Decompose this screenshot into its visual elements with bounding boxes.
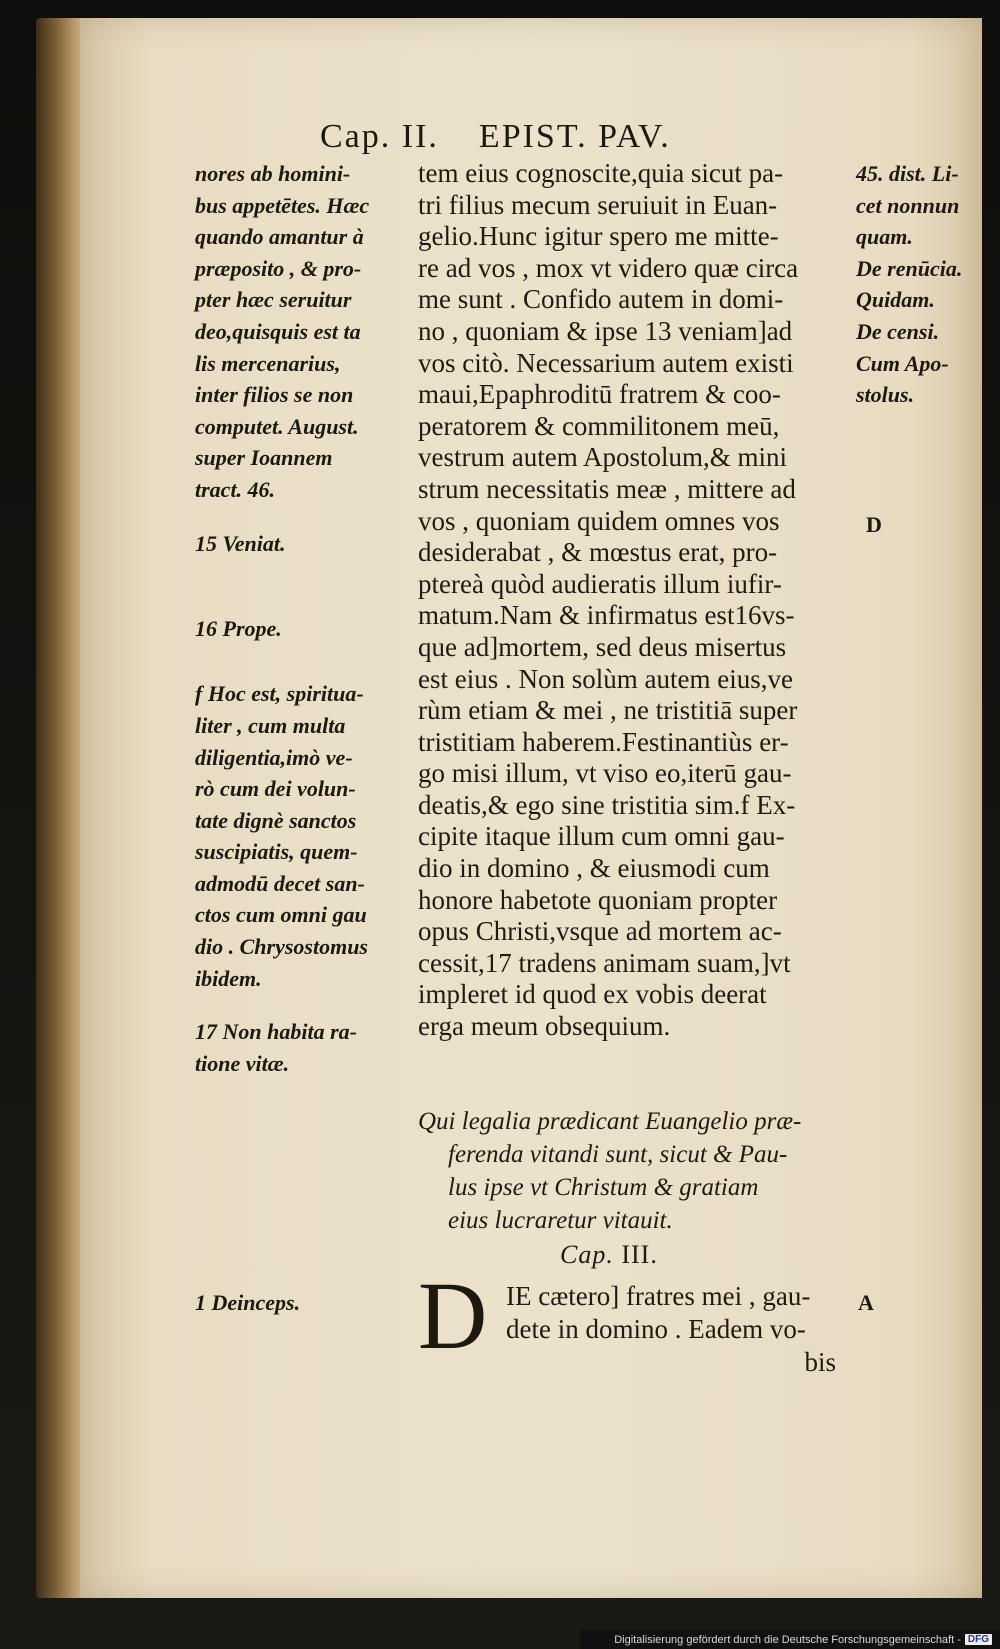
margin-note-line: lis mercenarius, (195, 350, 341, 376)
margin-note-line: præposito , & pro- (195, 255, 362, 281)
summary-line: lus ipse vt Christum & gratiam (448, 1174, 759, 1201)
text-line: gelio.Hunc igitur spero me mitte- (418, 221, 779, 252)
text-line: cessit,17 tradens animam suam,]vt (418, 947, 791, 978)
margin-note-17-cont: tione vitæ. (195, 1050, 290, 1076)
margin-note-line: rò cum dei volun- (195, 776, 356, 802)
margin-note-line: inter filios se non (195, 382, 354, 408)
text-line: rùm etiam & mei , ne tristitiā super (418, 695, 798, 726)
right-note-line: stolus. (856, 382, 915, 408)
book-edge (36, 18, 84, 1598)
margin-note-line: pter hæc seruitur (195, 287, 352, 313)
margin-note-line: f Hoc est, spiritua- (195, 681, 364, 707)
summary-line: eius lucraretur vitauit. (448, 1207, 673, 1234)
text-line: matum.Nam & infirmatus est16vs- (418, 600, 795, 631)
right-note-line: Quidam. (856, 287, 935, 313)
text-line: strum necessitatis meæ , mittere ad (418, 473, 796, 504)
text-line: tri filius mecum seruiuit in Euan- (418, 189, 778, 220)
margin-note-line: tate dignè sanctos (195, 807, 357, 833)
text-line: tristitiam haberem.Festinantiùs er- (418, 726, 789, 757)
text-line: opus Christi,vsque ad mortem ac- (418, 916, 782, 947)
text-line: tem eius cognoscite,quia sicut pa- (418, 158, 784, 188)
chapter-number: III. (621, 1240, 658, 1269)
text-line: no , quoniam & ipse 13 veniam]ad (418, 315, 793, 346)
text-line: est eius . Non solùm autem eius,ve (418, 663, 793, 694)
margin-note-line: super Ioannem (195, 445, 333, 471)
chapter-heading (560, 1240, 658, 1270)
right-note-line: De renūcia. (856, 255, 963, 281)
text-line: me sunt . Confido autem in domi- (418, 284, 784, 315)
text-line: IE cætero] fratres mei , gau- (506, 1281, 811, 1311)
chapter-label: Cap. (560, 1240, 614, 1269)
running-head (320, 118, 880, 156)
text-line: que ad]mortem, sed deus misertus (418, 631, 787, 662)
margin-note-line: quando amantur à (195, 224, 364, 250)
section-letter-d: D (866, 512, 882, 537)
margin-note-line: tract. 46. (195, 476, 276, 502)
margin-note-line: diligentia,imò ve- (195, 744, 353, 770)
text-line: erga meum obsequium. (418, 1011, 671, 1042)
chapter-summary (418, 1105, 848, 1237)
main-text-column (418, 158, 848, 1043)
drop-cap: D (418, 1262, 488, 1369)
text-line: go misi illum, vt viso eo,iterū gau- (418, 758, 792, 789)
right-marginal-notes (856, 158, 986, 411)
margin-note-line: bus appetētes. Hæc (195, 192, 370, 218)
margin-note-16: 16 Prope. (195, 615, 282, 641)
text-line: vos , quoniam quidem omnes vos (418, 505, 780, 536)
margin-note-line: liter , cum multa (195, 712, 346, 738)
text-line: vestrum autem Apostolum,& mini (418, 442, 787, 473)
text-line: impleret id quod ex vobis deerat (418, 979, 767, 1010)
margin-note-line: deo,quisquis est ta (195, 318, 361, 344)
dfg-logo: DFG (965, 1634, 992, 1645)
text-line: dio in domino , & eiusmodi cum (418, 853, 770, 884)
text-line: honore habetote quoniam propter (418, 884, 778, 915)
digitization-credit (580, 1630, 1000, 1649)
text-line: desiderabat , & mœstus erat, pro- (418, 537, 778, 568)
left-marginal-notes (195, 158, 415, 1079)
right-note-line: 45. dist. Li- (856, 161, 959, 186)
chapter3-text (506, 1280, 856, 1379)
margin-note-line: nores ab homini- (195, 161, 351, 186)
summary-line: Qui legalia prædicant Euangelio præ- (418, 1108, 802, 1135)
margin-note-line: ibidem. (195, 965, 262, 991)
text-line: deatis,& ego sine tristitia sim.f Ex- (418, 789, 796, 820)
margin-note-line: computet. August. (195, 413, 359, 439)
text-line: maui,Epaphroditū fratrem & coo- (418, 379, 781, 410)
right-note-line: Cum Apo- (856, 350, 949, 376)
right-note-line: De censi. (856, 318, 940, 344)
section-letter-a: A (858, 1290, 874, 1315)
text-line: dete in domino . Eadem vo- (506, 1314, 806, 1344)
margin-note-line: admodū decet san- (195, 870, 365, 896)
margin-note-17: 17 Non habita ra- (195, 1019, 357, 1045)
margin-note-15: 15 Veniat. (195, 530, 286, 556)
text-line: ptereà quòd audieratis illum iufir- (418, 568, 782, 599)
right-note-line: quam. (856, 224, 913, 250)
credit-text: Digitalisierung gefördert durch die Deutsche Forschungsgemeinschaft - (614, 1633, 961, 1646)
text-line: cipite itaque illum cum omni gau- (418, 821, 785, 852)
margin-note-line: ctos cum omni gau (195, 902, 367, 928)
text-line: re ad vos , mox vt videro quæ circa (418, 252, 799, 283)
running-head-title: EPIST. PAV. (478, 118, 671, 155)
text-line: peratorem & commilitonem meū, (418, 410, 780, 441)
summary-line: ferenda vitandi sunt, sicut & Pau- (448, 1141, 788, 1168)
margin-note-line: suscipiatis, quem- (195, 839, 358, 865)
catchword: bis (804, 1347, 836, 1377)
right-note-line: cet nonnun (856, 192, 960, 218)
margin-note-line: dio . Chrysostomus (195, 934, 368, 960)
margin-note-deinceps: 1 Deinceps. (195, 1290, 301, 1315)
running-head-chapter: Cap. II. (320, 118, 439, 155)
text-line: vos citò. Necessarium autem existi (418, 347, 794, 378)
